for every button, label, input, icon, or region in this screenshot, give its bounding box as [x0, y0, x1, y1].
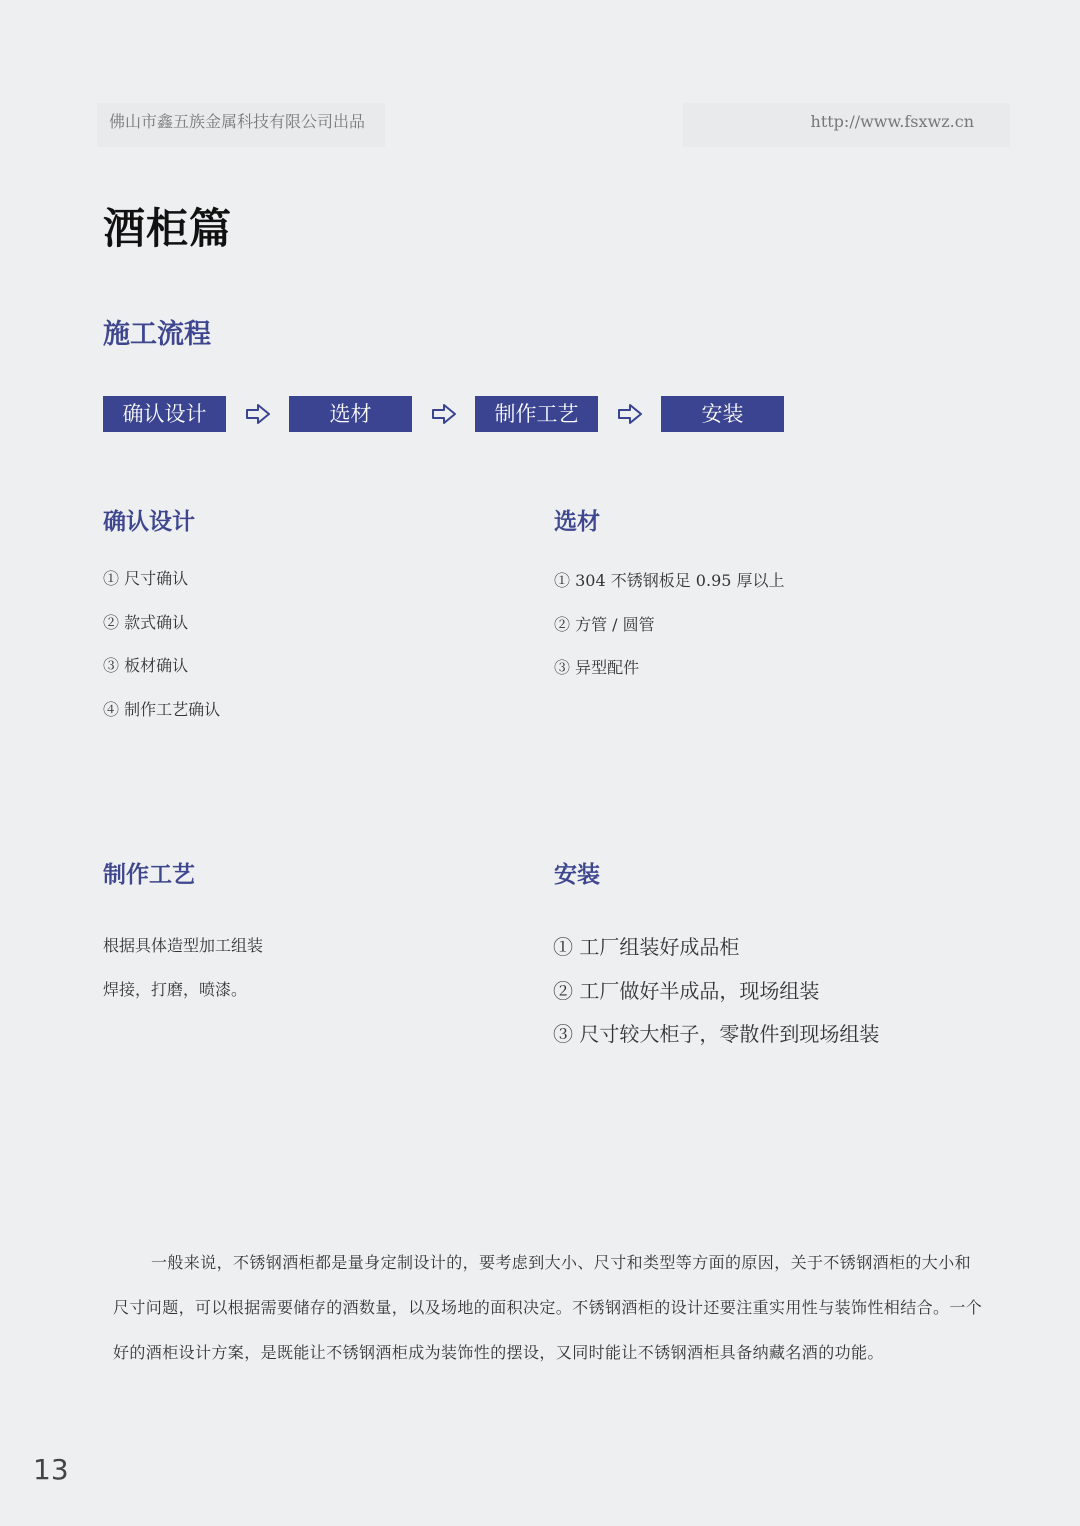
list-item: ① 尺寸确认 — [103, 569, 189, 588]
header-url[interactable]: http://www.fsxwz.cn — [683, 103, 1010, 147]
material-heading: 选材 — [554, 509, 600, 535]
summary-paragraph: 一般来说，不锈钢酒柜都是量身定制设计的，要考虑到大小、尺寸和类型等方面的原因，关于不锈钢酒柜的大小和尺寸问题，可以根据需要储存的酒数量，以及场地的面积决定。不锈钢酒柜的设计还要注重实用性与装饰性相结合。一个好的酒柜设计方案，是既能让不锈钢酒柜成为装饰性的摆设，又同时能让不锈钢酒柜具备纳藏名酒的功能。 — [113, 1253, 983, 1362]
list-item: 焊接，打磨，喷漆。 — [103, 979, 248, 999]
hollow-right-arrow-icon — [617, 402, 643, 426]
hollow-right-arrow-icon — [431, 402, 457, 426]
header-company: 佛山市鑫五族金属科技有限公司出品 — [97, 103, 385, 147]
install-heading: 安装 — [554, 862, 600, 888]
process-heading: 施工流程 — [103, 319, 211, 350]
flow-step-craft: 制作工艺 — [475, 396, 598, 432]
list-item: ① 304 不锈钢板足 0.95 厚以上 — [554, 571, 785, 590]
list-item: ④ 制作工艺确认 — [103, 699, 221, 719]
material-list — [554, 571, 785, 702]
install-list — [553, 937, 879, 1068]
design-list — [103, 569, 220, 743]
list-item: ② 方管 / 圆管 — [554, 614, 655, 634]
list-item: ③ 尺寸较大柜子，零散件到现场组装 — [553, 1022, 880, 1046]
flow-step-design: 确认设计 — [103, 396, 226, 432]
flow-step-install: 安装 — [661, 396, 784, 432]
page-number: 13 — [33, 1453, 69, 1486]
flow-step-material: 选材 — [289, 396, 412, 432]
list-item: 根据具体造型加工组装 — [103, 936, 264, 955]
list-item: ③ 板材确认 — [103, 656, 189, 675]
page-title: 酒柜篇 — [103, 204, 233, 253]
list-item: ② 工厂做好半成品，现场组装 — [553, 978, 820, 1003]
craft-heading: 制作工艺 — [103, 862, 195, 888]
list-item: ① 工厂组装好成品柜 — [553, 935, 740, 959]
hollow-right-arrow-icon — [245, 402, 271, 426]
list-item: ③ 异型配件 — [554, 658, 640, 677]
craft-list — [103, 936, 263, 1023]
list-item: ② 款式确认 — [103, 612, 189, 632]
design-heading: 确认设计 — [103, 509, 195, 535]
